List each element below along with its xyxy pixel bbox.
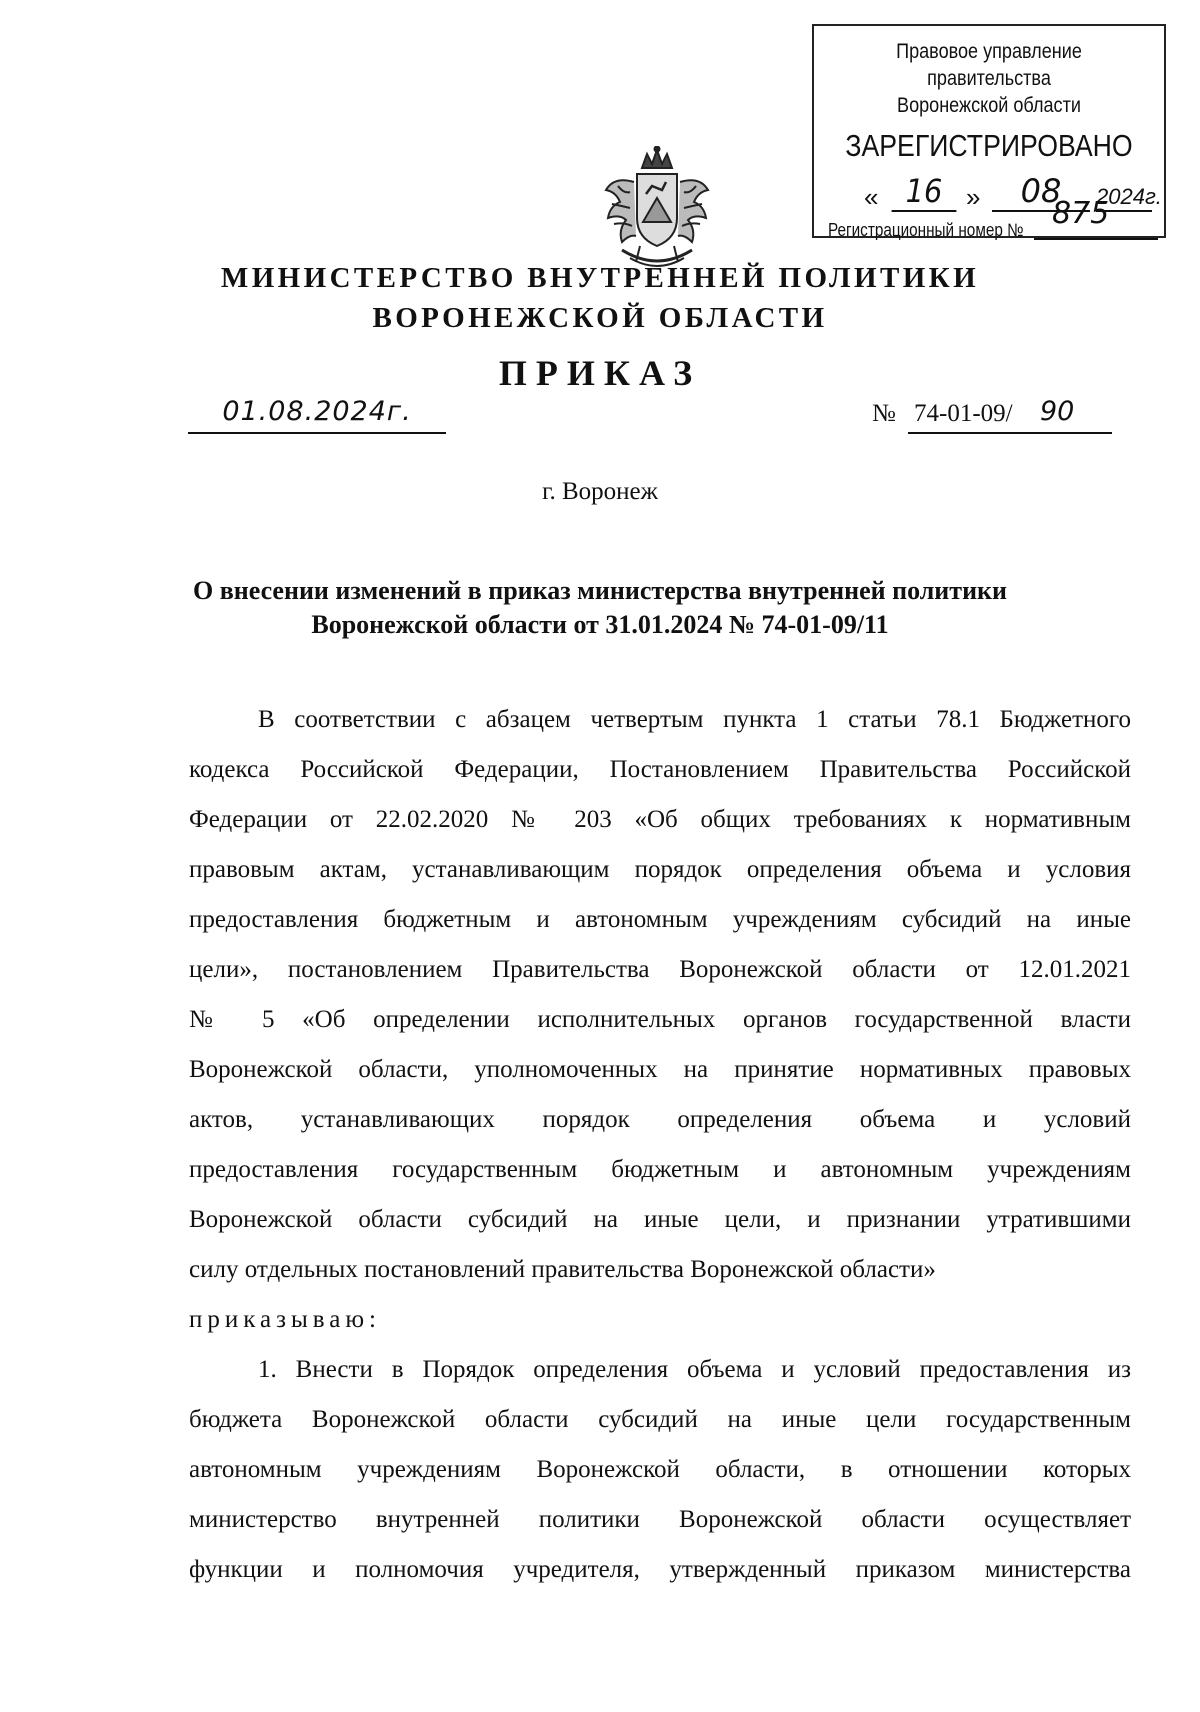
stamp-day: 16 bbox=[892, 172, 957, 212]
body-line: автономным учреждениям Воронежской области, в отношении которых bbox=[189, 1456, 1131, 1483]
number-printed: 74-01-09/ bbox=[914, 400, 1013, 427]
stamp-year: 2024г. bbox=[1096, 184, 1152, 212]
stamp-quote-open: « bbox=[864, 182, 879, 212]
number-handwritten: 90 bbox=[1040, 396, 1075, 427]
body-line: Воронежской области, уполномоченных на принятие нормативных правовых bbox=[189, 1056, 1131, 1083]
body-line: предоставления бюджетным и автономным учреждениям субсидий на иные bbox=[189, 906, 1131, 933]
stamp-registration-number bbox=[828, 196, 1158, 242]
body-line: Федерации от 22.02.2020 № 203 «Об общих требованиях к нормативным bbox=[189, 806, 1131, 833]
ministry-line: МИНИСТЕРСТВО ВНУТРЕННЕЙ ПОЛИТИКИ bbox=[220, 262, 980, 294]
body-line: 1. Внести в Порядок определения объема и условий предоставления из bbox=[258, 1356, 1131, 1383]
stamp-org-line: Воронежской области bbox=[897, 94, 1081, 117]
document-subject bbox=[150, 574, 1050, 642]
stamp-quote-close: » bbox=[966, 182, 981, 212]
body-line: функции и полномочия учредителя, утвержденный приказом министерства bbox=[189, 1556, 1131, 1583]
body-line: № 5 «Об определении исполнительных органов государственной власти bbox=[189, 1006, 1131, 1033]
city: г. Воронеж bbox=[542, 478, 658, 505]
body-line: В соответствии с абзацем четвертым пункта 1 статьи 78.1 Бюджетного bbox=[258, 706, 1131, 733]
stamp-month: 08 bbox=[992, 172, 1090, 212]
body-line: правовым актам, устанавливающим порядок определения объема и условия bbox=[189, 856, 1131, 883]
body-line: Воронежской области субсидий на иные цели, и признании утратившими bbox=[189, 1206, 1131, 1233]
body-line: цели», постановлением Правительства Воронежской области от 12.01.2021 bbox=[189, 956, 1131, 983]
ministry-line: ВОРОНЕЖСКОЙ ОБЛАСТИ bbox=[372, 302, 828, 334]
ministry-name bbox=[0, 258, 1200, 338]
body-line: бюджета Воронежской области субсидий на иные цели государственным bbox=[189, 1406, 1131, 1433]
body-line: актов, устанавливающих порядок определения объема и условий bbox=[189, 1106, 1131, 1133]
document-date: 01.08.2024г. bbox=[188, 392, 446, 434]
body-line: министерство внутренней политики Воронежской области осуществляет bbox=[189, 1506, 1131, 1533]
coat-of-arms-icon bbox=[600, 146, 714, 276]
stamp-reg-label: Регистрационный номер № bbox=[828, 220, 1024, 240]
body-line: кодекса Российской Федерации, Постановлением Правительства Российской bbox=[189, 756, 1131, 783]
subject-line: О внесении изменений в приказ министерства внутренней политики bbox=[192, 576, 1008, 605]
number-field bbox=[908, 396, 1112, 434]
stamp-reg-number: 875 bbox=[1034, 196, 1158, 240]
document-body bbox=[189, 695, 1131, 1595]
body-line: предоставления государственным бюджетным и автономным учреждениям bbox=[189, 1156, 1131, 1183]
stamp-org-line: Правовое управление правительства bbox=[896, 40, 1082, 90]
document-number bbox=[872, 396, 1112, 432]
subject-line: Воронежской области от 31.01.2024 № 74-01-09/11 bbox=[311, 610, 889, 639]
stamp-registered-label: ЗАРЕГИСТРИРОВАНО bbox=[845, 128, 1133, 163]
order-word: приказываю: bbox=[189, 1306, 381, 1333]
registration-stamp bbox=[812, 24, 1166, 238]
body-line: силу отдельных постановлений правительства Воронежской области» bbox=[189, 1256, 936, 1283]
number-sign: № bbox=[872, 400, 896, 427]
stamp-organization bbox=[839, 38, 1140, 119]
document-type: ПРИКАЗ bbox=[498, 353, 702, 393]
